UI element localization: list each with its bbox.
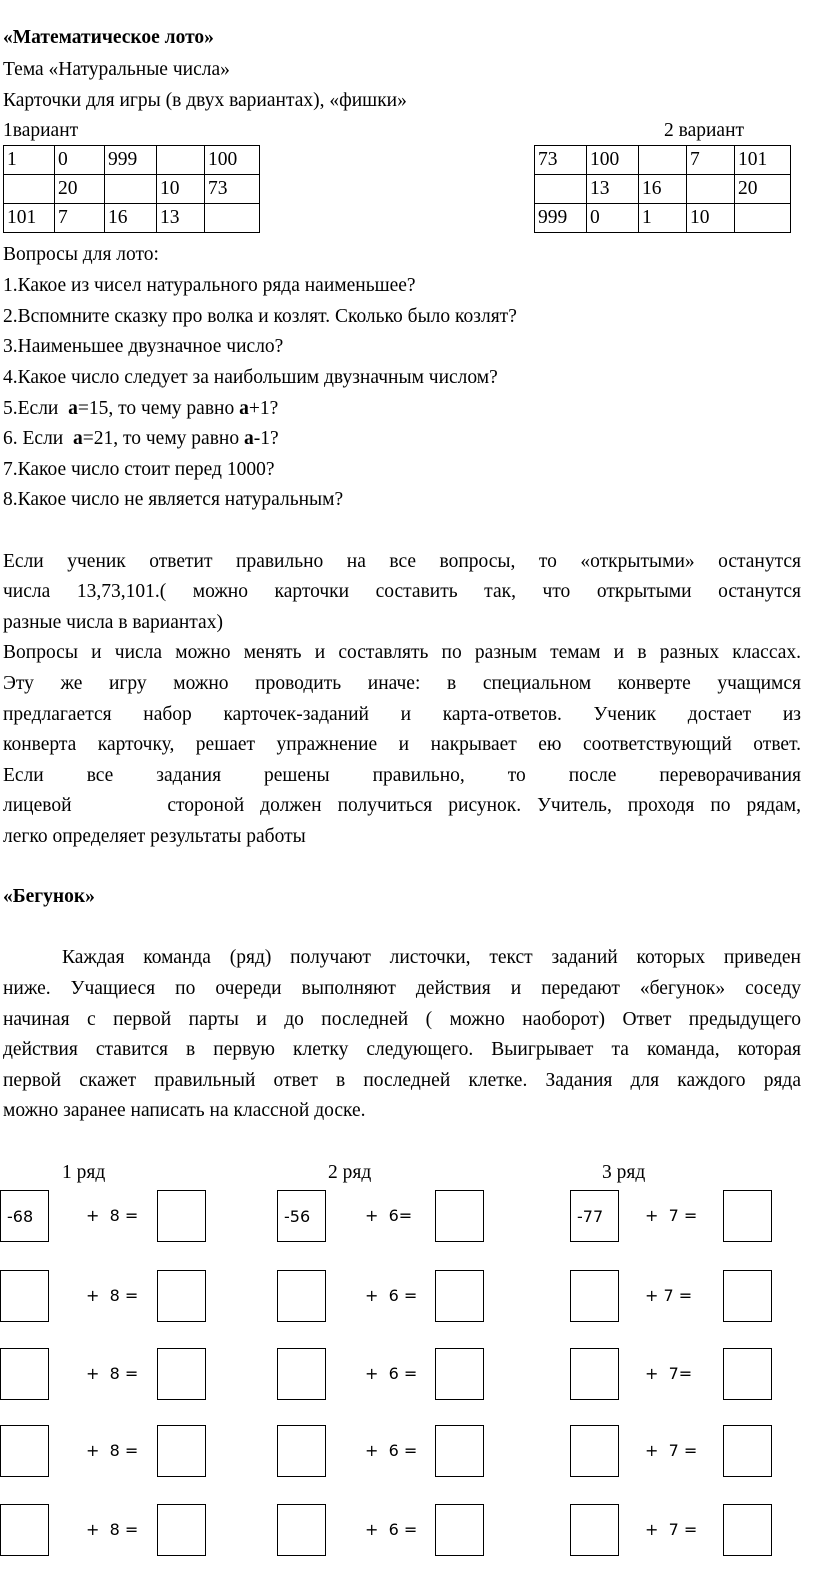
runner-operation: + 6 = [365,1520,418,1539]
variant1-card [3,145,260,233]
variant1-cell: 7 [55,204,105,233]
row-label-3: 3 ряд [602,1162,646,1183]
runner-start-box: -77 [570,1190,619,1242]
para2-line-1: Вопросы и числа можно менять и составлять по разным темам и в разных классах. [3,642,801,663]
variant1-cell: 0 [55,146,105,175]
runner-operation: + 6 = [365,1441,418,1460]
runner-input-box [570,1425,619,1477]
variant2-cell: 100 [587,146,639,175]
question-3: 3.Наименьшее двузначное число? [3,336,284,357]
lotto-title: «Математическое лото» [3,27,214,48]
q6-var-a: а [72,428,83,449]
questions-title: Вопросы для лото: [3,244,159,265]
question-1: 1.Какое из чисел натурального ряда наименьшее? [3,275,416,296]
question-4: 4.Какое число следует за наибольшим двузначным числом? [3,367,498,388]
variant2-row [535,146,791,175]
runner-answer-box [157,1504,206,1556]
runner-input-box [277,1425,326,1477]
runner-operation: + 7= [645,1364,693,1383]
runner-input-box [570,1348,619,1400]
row-label-2: 2 ряд [328,1162,372,1183]
runner-input-box [277,1504,326,1556]
question-7: 7.Какое число стоит перед 1000? [3,459,275,480]
q6-pre: 6. Если [3,428,73,449]
lotto-topic: Тема «Натуральные числа» [3,59,230,80]
para2-line-2: Эту же игру можно проводить иначе: в специальном конверте учащимся [3,673,801,694]
runner-answer-box [157,1348,206,1400]
question-5 [3,399,278,419]
runner-para-line-2: ниже. Учащиеся по очереди выполняют действия и передают «бегунок» соседу [3,978,801,999]
variant2-cell: 7 [687,146,735,175]
runner-answer-box [435,1190,484,1242]
runner-operation: + 8 = [86,1441,139,1460]
runner-input-box [0,1504,49,1556]
variant1-row [4,204,260,233]
runner-answer-box [435,1504,484,1556]
runner-para-line-6: можно заранее написать на классной доске. [3,1100,366,1121]
runner-answer-box [157,1190,206,1242]
variant2-cell: 10 [687,204,735,233]
variant2-cell [735,204,791,233]
variant1-cell: 101 [4,204,55,233]
variant1-cell: 20 [55,175,105,204]
runner-operation: + 7 = [645,1206,698,1225]
runner-answer-box [435,1425,484,1477]
variant2-cell: 16 [639,175,687,204]
runner-input-box [277,1270,326,1322]
runner-answer-box [723,1190,772,1242]
runner-answer-box [723,1270,772,1322]
variant1-cell: 999 [105,146,157,175]
variant1-cell: 16 [105,204,157,233]
variant2-cell [687,175,735,204]
variant1-cell: 73 [205,175,260,204]
runner-answer-box [723,1504,772,1556]
variant2-cell: 13 [587,175,639,204]
para2-line-3: предлагается набор карточек-заданий и карта-ответов. Ученик достает из [3,704,801,725]
variant2-row [535,204,791,233]
variant1-row [4,146,260,175]
question-8: 8.Какое число не является натуральным? [3,489,344,510]
runner-answer-box [723,1348,772,1400]
para2-line-5: Если все задания решены правильно, то после переворачивания [3,765,801,786]
variant2-cell [639,146,687,175]
variant1-cell [4,175,55,204]
runner-answer-box [157,1425,206,1477]
runner-operation: + 6= [365,1206,413,1225]
q6-post: -1? [253,428,279,449]
variant2-cell: 1 [639,204,687,233]
variant1-cell [105,175,157,204]
q6-mid: =21, то чему равно [82,428,244,449]
variant2-card [534,145,791,233]
variant1-cell [157,146,205,175]
runner-para-line-3: начиная с первой парты и до последней ( можно наоборот) Ответ предыдущего [3,1009,801,1030]
variant2-cell: 101 [735,146,791,175]
runner-operation: + 7 = [645,1441,698,1460]
variant1-cell [205,204,260,233]
runner-input-box [0,1348,49,1400]
question-6 [3,429,279,449]
runner-input-box [0,1425,49,1477]
lotto-cards-note: Карточки для игры (в двух вариантах), «фишки» [3,90,407,111]
para1-line-3: разные числа в вариантах) [3,612,223,633]
q5-var-a2: а [239,398,249,419]
runner-operation: + 7 = [645,1520,698,1539]
variant2-cell: 20 [735,175,791,204]
variant1-cell: 10 [157,175,205,204]
variant2-cell: 999 [535,204,587,233]
variant1-label: 1вариант [3,120,79,141]
variant1-cell: 13 [157,204,205,233]
q5-pre: 5.Если [3,398,69,419]
para2-line-7: легко определяет результаты работы [3,826,306,847]
para2-line-4: конверта карточку, решает упражнение и накрывает ею соответствующий ответ. [3,734,801,755]
runner-operation: + 6 = [365,1364,418,1383]
q5-var-a: а [68,398,78,419]
runner-operation: + 7 = [645,1286,693,1305]
variant2-cell [535,175,587,204]
runner-operation: + 8 = [86,1520,139,1539]
runner-answer-box [435,1270,484,1322]
variant2-label: 2 вариант [664,120,745,141]
runner-para-line-4: действия ставится в первую клетку следующего. Выигрывает та команда, которая [3,1039,801,1060]
runner-title: «Бегунок» [3,886,95,907]
variant1-cell: 100 [205,146,260,175]
row-label-1: 1 ряд [62,1162,106,1183]
runner-para-line-1: Каждая команда (ряд) получают листочки, текст заданий которых приведен [62,947,801,968]
variant2-row [535,175,791,204]
variant2-cell: 0 [587,204,639,233]
runner-operation: + 8 = [86,1286,139,1305]
para1-line-2: числа 13,73,101.( можно карточки составить так, что открытыми останутся [3,581,801,602]
para1-line-1: Если ученик ответит правильно на все вопросы, то «открытыми» останутся [3,551,801,572]
variant2-cell: 73 [535,146,587,175]
para2-line-6: лицевой стороной должен получиться рисунок. Учитель, проходя по рядам, [3,795,801,816]
runner-operation: + 6 = [365,1286,418,1305]
runner-start-box: -68 [0,1190,49,1242]
q5-mid: =15, то чему равно [77,398,240,419]
question-2: 2.Вспомните сказку про волка и козлят. Сколько было козлят? [3,306,517,327]
runner-answer-box [435,1348,484,1400]
variant1-row [4,175,260,204]
runner-operation: + 8 = [86,1364,139,1383]
q6-var-a2: а [243,428,254,449]
runner-answer-box [157,1270,206,1322]
runner-operation: + 8 = [86,1206,139,1225]
runner-input-box [277,1348,326,1400]
runner-input-box [570,1504,619,1556]
variant1-cell: 1 [4,146,55,175]
runner-para-line-5: первой скажет правильный ответ в последней клетке. Задания для каждого ряда [3,1070,801,1091]
runner-input-box [570,1270,619,1322]
runner-answer-box [723,1425,772,1477]
runner-start-box: -56 [277,1190,326,1242]
runner-input-box [0,1270,49,1322]
q5-post: +1? [248,398,279,419]
